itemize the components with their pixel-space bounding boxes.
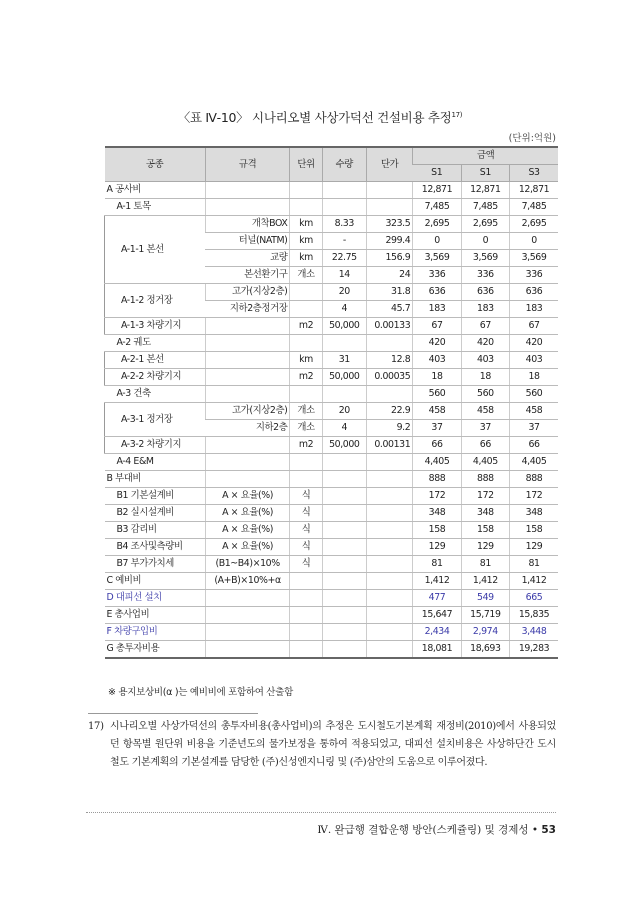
header-s3: S3 xyxy=(510,165,558,182)
header-s2: S1 xyxy=(461,165,509,182)
footnote-text: 시나리오별 사상가덕선의 총투자비용(총사업비)의 추정은 도시철도기본계획 재정비(2010)에서 사용되었던 항목별 원단위 비용을 기준년도의 물가보정을 통하여 적용되었고, 대피선 설치비용은 사상하단간 도시철도 기본계획의 기본설계를 담당한 (주)신성엔지니링 및 (주)삼안의 도움으로 이루어졌다. xyxy=(110,721,556,768)
table-row: A-2 궤도 420 420 420 xyxy=(105,335,559,352)
footnote-divider xyxy=(88,713,258,714)
row-label: E 총사업비 xyxy=(105,607,206,624)
table-row: A 공사비 12,871 12,871 12,871 xyxy=(105,182,559,199)
page-number: 53 xyxy=(541,824,556,836)
row-label: A-4 E&M xyxy=(105,454,206,471)
row-label: A-2 궤도 xyxy=(105,335,206,352)
header-row xyxy=(105,147,559,165)
table-row: A-1-2 정거장 고가(지상2층) 20 31.8 636 636 636 xyxy=(105,284,559,301)
row-label: A-2-2 차량기지 xyxy=(105,369,206,386)
table-row: A-1-3 차량기지 m2 50,000 0.00133 67 67 67 xyxy=(105,318,559,335)
table-row: 본선환기구 개소 14 24 336 336 336 xyxy=(105,267,559,284)
header-price: 단가 xyxy=(366,147,412,182)
table-row: F 차량구입비 2,434 2,974 3,448 xyxy=(105,624,559,641)
row-label: B2 실시설계비 xyxy=(105,505,206,522)
row-label: A-1-3 차량기지 xyxy=(105,318,206,335)
row-label: B7 부가가치세 xyxy=(105,556,206,573)
row-label: G 총투자비용 xyxy=(105,641,206,659)
table-row: C 예비비 (A+B)×10%+α 1,412 1,412 1,412 xyxy=(105,573,559,590)
table-row: A-1-1 본선 개착BOX km 8.33 323.5 2,695 2,695 2,695 xyxy=(105,216,559,233)
table-row: 지하2층 개소 4 9.2 37 37 37 xyxy=(105,420,559,437)
row-label: C 예비비 xyxy=(105,573,206,590)
cost-table xyxy=(104,146,558,659)
row-label: A-1 토목 xyxy=(105,199,206,216)
header-qty: 수량 xyxy=(322,147,366,182)
table-row: A-3-2 차량기지 m2 50,000 0.00131 66 66 66 xyxy=(105,437,559,454)
table-row: 터널(NATM) km - 299.4 0 0 0 xyxy=(105,233,559,250)
header-amount: 금액 xyxy=(413,147,558,165)
table-row: A-3 건축 560 560 560 xyxy=(105,386,559,403)
row-label: A 공사비 xyxy=(105,182,206,199)
row-label: B4 조사및측량비 xyxy=(105,539,206,556)
row-label: B 부대비 xyxy=(105,471,206,488)
chapter-title: Ⅳ. 완급행 결합운행 방안(스케쥴링) 및 경제성 xyxy=(317,824,529,836)
header-s1: S1 xyxy=(413,165,461,182)
table-row: 지하2층정거장 4 45.7 183 183 183 xyxy=(105,301,559,318)
table-row: B7 부가가치세 (B1~B4)×10% 식 81 81 81 xyxy=(105,556,559,573)
footnote xyxy=(88,718,556,772)
row-label: A-1-2 정거장 xyxy=(105,284,206,318)
table-row: D 대피선 설치 477 549 665 xyxy=(105,590,559,607)
row-label: A-3 건축 xyxy=(105,386,206,403)
footnote-number: 17) xyxy=(88,721,104,732)
row-label: B3 감리비 xyxy=(105,522,206,539)
table-row: A-2-1 본선 km 31 12.8 403 403 403 xyxy=(105,352,559,369)
table-title: 〈표 Ⅳ-10〉 시나리오별 사상가덕선 건설비용 추정$^{17)}$ xyxy=(177,110,463,125)
footer-divider xyxy=(86,812,556,813)
page-footer: Ⅳ. 완급행 결합운행 방안(스케쥴링) 및 경제성 • 53 xyxy=(317,824,556,836)
row-label: A-3-2 차량기지 xyxy=(105,437,206,454)
table-row: A-1 토목 7,485 7,485 7,485 xyxy=(105,199,559,216)
table-row: 교량 km 22.75 156.9 3,569 3,569 3,569 xyxy=(105,250,559,267)
unit-label: (단위:억원) xyxy=(508,133,556,144)
table-row: A-2-2 차량기지 m2 50,000 0.00035 18 18 18 xyxy=(105,369,559,386)
row-label: B1 기본설계비 xyxy=(105,488,206,505)
row-label: D 대피선 설치 xyxy=(105,590,206,607)
header-spec: 규격 xyxy=(205,147,290,182)
table-row: B3 감리비 A × 요율(%) 식 158 158 158 xyxy=(105,522,559,539)
row-label: F 차량구입비 xyxy=(105,624,206,641)
table-row: B4 조사및측량비 A × 요율(%) 식 129 129 129 xyxy=(105,539,559,556)
table-row: G 총투자비용 18,081 18,693 19,283 xyxy=(105,641,559,659)
table-row: A-3-1 정거장 고가(지상2층) 개소 20 22.9 458 458 458 xyxy=(105,403,559,420)
table-row: A-4 E&M 4,405 4,405 4,405 xyxy=(105,454,559,471)
table-row: B1 기본설계비 A × 요율(%) 식 172 172 172 xyxy=(105,488,559,505)
header-item: 공종 xyxy=(105,147,206,182)
row-label: A-1-1 본선 xyxy=(105,216,206,284)
table-row: B2 실시설계비 A × 요율(%) 식 348 348 348 xyxy=(105,505,559,522)
row-label: A-2-1 본선 xyxy=(105,352,206,369)
table-note: ※ 용지보상비(α )는 예비비에 포함하여 산출함 xyxy=(108,687,293,698)
table-row: B 부대비 888 888 888 xyxy=(105,471,559,488)
header-unit: 단위 xyxy=(290,147,322,182)
table-row: E 총사업비 15,647 15,719 15,835 xyxy=(105,607,559,624)
row-label: A-3-1 정거장 xyxy=(105,403,206,437)
